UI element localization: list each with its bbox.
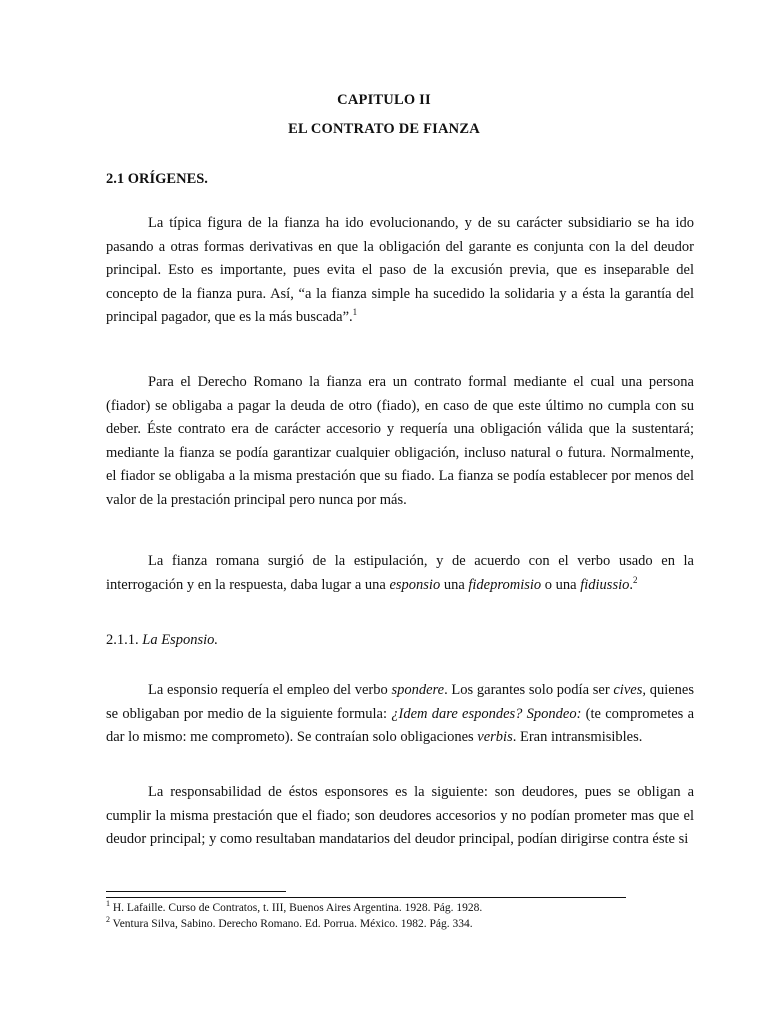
paragraph-4-text-e: . Eran intransmisibles. — [512, 729, 643, 745]
paragraph-1-text: La típica figura de la fianza ha ido evolucionando, y de su carácter subsidiario se ha ido pasando a otras formas derivativas en que la obligación del garante es conjunta con la del deudor principal. Esto es importante, pues evita el paso de la excusión previa, que es inseparable del concepto de la fianza pura. Así, “a la fianza simple ha sucedido la solidaria y a ésta la garantía del principal pagador, que es la más buscada”. — [106, 215, 694, 325]
paragraph-3-text-c: o una — [541, 576, 581, 593]
footnote-2 — [106, 916, 473, 932]
footnote-ref-1: 1 — [352, 307, 358, 318]
paragraph-3 — [106, 550, 694, 597]
paragraph-4-text-d: (te comprometes a dar lo mismo: me comprometo). Se contraían solo obligaciones — [106, 705, 695, 745]
term-fidepromisio: fidepromisio — [468, 576, 542, 593]
footnote-2-number: 2 — [106, 915, 110, 925]
subsection-title: La Esponsio. — [142, 632, 218, 648]
formula-quote: ¿Idem dare espondes? Spondeo: — [391, 705, 582, 722]
paragraph-4-text-c: quienes se obligaban por medio de la siguiente formula: — [106, 682, 694, 722]
paragraph-3-text-d: . — [629, 576, 633, 593]
paragraph-5-text: La responsabilidad de éstos esponsores es la siguiente: son deudores, pues se obligan a cumplir la misma prestación que el fiado; son deudores accesorios y no podían prometer mas que el deudor principal; y como resultaban mandatarios del deudor principal, podían dirigirse contra éste si — [106, 784, 694, 847]
paragraph-5 — [106, 781, 694, 852]
paragraph-4-text-a: La esponsio requería el empleo del verbo — [148, 682, 392, 698]
footnote-separator — [106, 891, 286, 892]
footnote-1-text: H. Lafaille. Curso de Contratos, t. III, Buenos Aires Argentina. 1928. Pág. 1928. — [110, 902, 483, 914]
term-esponsio: esponsio — [389, 576, 441, 593]
paragraph-2 — [106, 371, 694, 512]
paragraph-1 — [106, 212, 694, 330]
term-cives: cives, — [613, 682, 646, 698]
footnote-2-text: Ventura Silva, Sabino. Derecho Romano. Ed. Porrua. México. 1982. Pág. 334. — [110, 918, 473, 930]
paragraph-2-text: Para el Derecho Romano la fianza era un contrato formal mediante el cual una persona (fiador) se obligaba a pagar la deuda de otro (fiado), en caso de que este último no cumpla con su deber. Éste contrato era de carácter accesorio y requería una obligación válida que la sustentará; mediante la fianza se podía garantizar cualquier obligación, incluso natural o futura. Normalmente, el fiador se obligaba a la misma prestación que su fiado. La fianza se podía establecer por menos del valor de la prestación principal pero nunca por más. — [106, 374, 694, 508]
subsection-number: 2.1.1. — [106, 632, 143, 648]
chapter-label: CAPITULO II — [337, 92, 431, 108]
subsection-heading — [106, 632, 218, 649]
section-heading: 2.1 ORÍGENES. — [106, 171, 208, 187]
term-verbis: verbis — [477, 729, 513, 745]
footnote-1-number: 1 — [106, 899, 110, 909]
footnote-1 — [106, 900, 482, 916]
footnote-divider — [106, 897, 626, 898]
paragraph-3-text-a: La fianza romana surgió de la estipulación, y de acuerdo con el verbo usado en la interrogación y en la respuesta, daba lugar a una — [106, 553, 694, 593]
paragraph-4 — [106, 679, 694, 750]
paragraph-3-text-b: una — [440, 576, 469, 593]
chapter-title: EL CONTRATO DE FIANZA — [288, 121, 480, 137]
paragraph-4-text-b: . Los garantes solo podía ser — [444, 682, 614, 698]
footnote-ref-2: 2 — [633, 574, 638, 585]
term-fidiussio: fidiussio — [580, 576, 630, 593]
term-spondere: spondere — [391, 682, 445, 698]
